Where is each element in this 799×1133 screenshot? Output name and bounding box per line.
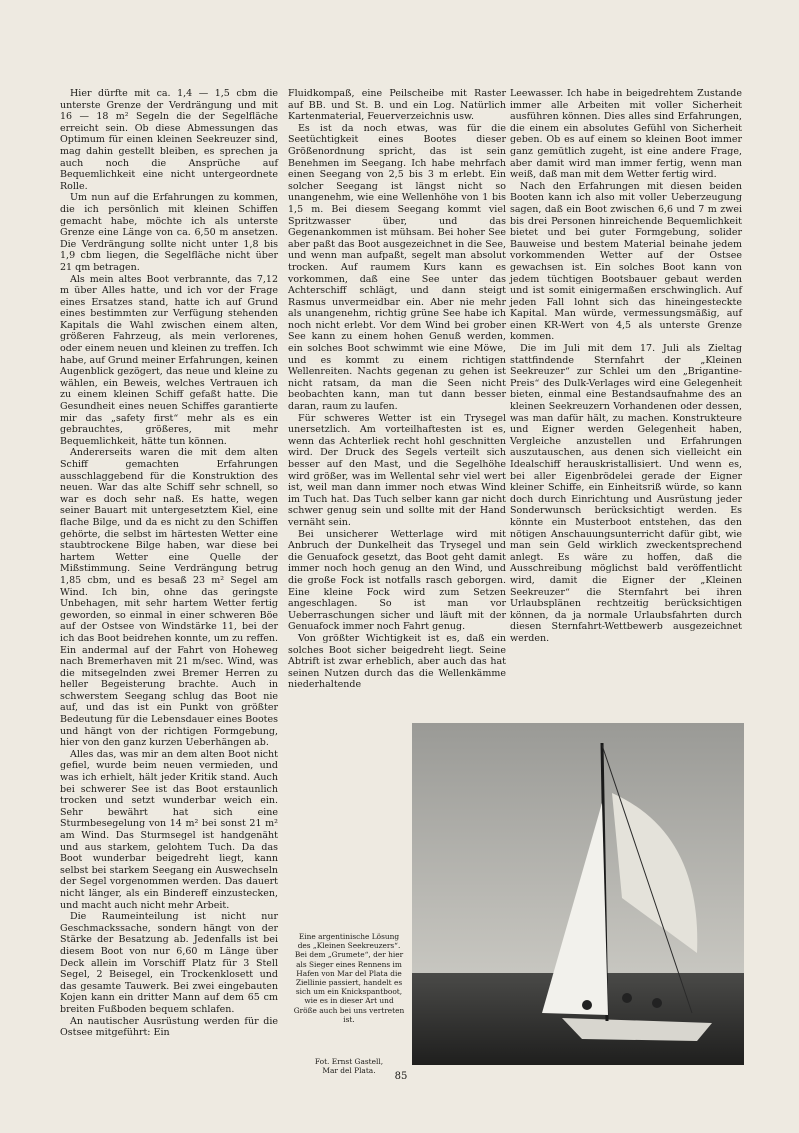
crew-member (622, 993, 632, 1003)
sailboat-photo (412, 723, 744, 1065)
photo-credit: Fot. Ernst Gastell, Mar del Plata. (314, 1057, 384, 1076)
paragraph: Hier dürfte mit ca. 1,4 — 1,5 cbm die unterste Grenze der Verdrängung und mit 16 — 18 m² Segeln die der Segelfläche erreicht sein. Ob diese Abmessungen das Optimum für einen kleinen Seekreuzer sind, mag dahin gestellt bleiben, es sprechen ja auch noch die Ansprüche auf Bequemlichkeit eine nicht untergeordnete Rolle. (60, 88, 278, 192)
crew-member (582, 1000, 592, 1010)
sailboat-illustration (412, 723, 744, 1065)
paragraph: Als mein altes Boot verbrannte, das 7,12 m über Alles hatte, und ich vor der Frage eines Ersatzes stand, hatte ich auf Grund eines bestimmten zur Verfügung stehenden Kapitals die Wahl zwischen einem alten, größeren Fahrzeug, als mein verlorenes, oder einem neuen und kleinen zu treffen. Ich habe, auf Grund meiner Erfahrungen, keinen Augenblick gezögert, das neue und kleine zu wählen, ein Beweis, welches Vertrauen ich zu einem kleinen Schiff gefaßt hatte. Die Gesundheit eines neuen Schiffes garantierte mir das „safety first“ mehr als es ein gebrauchtes, größeres, mit mehr Bequemlichkeit, hätte tun können. (60, 273, 278, 447)
paragraph: Es ist da noch etwas, was für die Seetüchtigkeit eines Bootes dieser Größenordnung spricht, das ist sein Benehmen im Seegang. Ich habe mehrfach einen Seegang von 2,5 bis 3 m erlebt. Ein solcher Seegang ist längst nicht so unangenehm, wie eine Wellenhöhe von 1 bis 1,5 m. Bei diesem Seegang kommt viel Spritzwasser über, und das Gegenankommen ist mühsam. Bei hoher See aber paßt das Boot ausgezeichnet in die See, und wenn man aufpaßt, segelt man absolut trocken. Auf raumem Kurs kann es vorkommen, daß eine See unter das Achterschiff schlägt, und dann steigt Rasmus unvermeidbar ein. Aber nie mehr als unangenehm, richtig grüne See habe ich noch nicht erlebt. Vor dem Wind bei grober See kann zu einem hohen Genuß werden, ein solches Boot schwimmt wie eine Möwe, und es kommt zu einem richtigen Wellenreiten. Nachts gegenan zu gehen ist nicht ratsam, da man die Seen nicht beobachten kann, man tut dann besser daran, raum zu laufen. (288, 122, 506, 413)
paragraph: Bei unsicherer Wetterlage wird mit Anbruch der Dunkelheit das Trysegel und die Genuafock gesetzt, das Boot geht damit immer noch hoch genug an den Wind, und die große Fock ist notfalls rasch geborgen. Eine kleine Fock wird zum Setzen angeschlagen. So ist man vor Ueberraschungen sicher und läuft mit der Genuafock immer noch Fahrt genug. (288, 528, 506, 633)
photo-caption: Eine argentinische Lösung des „Kleinen Seekreuzers“. Bei dem „Grumete“, der hier als Sieger eines Rennens im Hafen von Mar del Plata die Ziellinie passiert, handelt es sich um ein Knickspantboot, wie es in dieser Art und Größe auch bei uns vertreten ist. (293, 932, 405, 1024)
paragraph: Andererseits waren die mit dem alten Schiff gemachten Erfahrungen ausschlaggebend für die Konstruktion des neuen. War das alte Schiff sehr schnell, so war es doch sehr naß. Es hatte, wegen seiner Bauart mit untergesetztem Kiel, eine flache Bilge, und da es nicht zu den Schiffen gehörte, die selbst im härtesten Wetter eine staubtrockene Bilge haben, war diese bei hartem Wetter eine Quelle der Mißstimmung. Seine Verdrängung betrug 1,85 cbm, und es besaß 23 m² Segel am Wind. Ich bin, ohne das geringste Unbehagen, mit sehr hartem Wetter fertig geworden, so einmal in einer schweren Böe auf der Ostsee von Windstärke 11, bei der ich das Boot beidrehen konnte, um zu reffen. Ein andermal auf der Fahrt von Hoheweg nach Bremerhaven mit 21 m/sec. Wind, was die mitsegelnden zwei Bremer Herren zu heller Begeisterung brachte. Auch in schwerstem Seegang schlug das Boot nie auf, und das ist ein Punkt von größter Bedeutung für die Lebensdauer eines Bootes und hängt von der richtigen Formgebung, hier von den ganz kurzen Ueberhängen ab. (60, 447, 278, 749)
paragraph: Die im Juli mit dem 17. Juli als Zieltag stattfindende Sternfahrt der „Kleinen Seekreuzer“ zur Schlei um den „Brigantine-Preis“ des Dulk-Verlages wird eine Gelegenheit bieten, einmal eine Bestandsaufnahme des an kleinen Seekreuzern Vorhandenen oder dessen, was man dafür hält, zu machen. Konstrukteure und Eigner werden Gelegenheit haben, Vergleiche anzustellen und Erfahrungen auszutauschen, aus denen sich vielleicht ein Idealschiff herauskristallisiert. Und wenn es, bei aller Eigenbrödelei gerade der Eigner kleiner Schiffe, ein Einheitsriß würde, so kann doch durch Einrichtung und Ausrüstung jeder Sonderwunsch berücksichtigt werden. Es könnte ein Musterboot entstehen, das den nötigen Anschauungsunterricht dafür gibt, wie man sein Geld wirklich zweckentsprechend anlegt. Es wäre zu hoffen, daß die Ausschreibung möglichst bald veröffentlicht wird, damit die Eigner der „Kleinen Seekreuzer“ die Sternfahrt bei ihren Urlaubsplänen rechtzeitig berücksichtigen können, da ja normale Urlaubsfahrten durch diesen Sternfahrt-Wettbewerb ausgezeichnet werden. (510, 343, 742, 644)
paragraph: Fluidkompaß, eine Peilscheibe mit Raster auf BB. und St. B. und ein Log. Natürlich Kartenmaterial, Feuerverzeichnis usw. (288, 88, 506, 123)
text-column-2 (288, 88, 506, 691)
paragraph: Die Raumeinteilung ist nicht nur Geschmackssache, sondern hängt von der Stärke der Besatzung ab. Jedenfalls ist bei diesem Boot von nur 6,60 m Länge über Deck allein im Vorschiff Platz für 3 Stell Segel, 2 Beisegel, ein Trockenklosett und das gesamte Tauwerk. Bei zwei eingebauten Kojen kann ein dritter Mann auf dem 65 cm breiten Fußboden bequem schlafen. (60, 911, 278, 1015)
page-number: 85 (394, 1071, 408, 1082)
paragraph: Nach den Erfahrungen mit diesen beiden Booten kann ich also mit voller Ueberzeugung sagen, daß ein Boot zwischen 6,6 und 7 m zwei bis drei Personen hinreichende Bequemlichkeit bietet und bei guter Formgebung, solider Bauweise und bestem Material beinahe jedem vorkommenden Wetter auf der Ostsee gewachsen ist. Ein solches Boot kann von jedem tüchtigen Bootsbauer gebaut werden und ist somit einigermaßen erschwinglich. Auf jeden Fall lohnt sich das hineingesteckte Kapital. Man würde, vermessungsmäßig, auf einen KR-Wert von 4,5 als unterste Grenze kommen. (510, 180, 742, 343)
paragraph: Für schweres Wetter ist ein Trysegel unersetzlich. Am vorteilhaftesten ist es, wenn das Achterliek recht hohl geschnitten wird. Der Druck des Segels verteilt sich besser auf den Mast, und die Segelhöhe wird größer, was im Wellental sehr viel wert ist, weil man dann immer noch etwas Wind im Tuch hat. Das Tuch selber kann gar nicht schwer genug sein und sollte mit der Hand vernäht sein. (288, 412, 506, 528)
paragraph: Alles das, was mir an dem alten Boot nicht gefiel, wurde beim neuen vermieden, und was ich erhielt, hält jeder Kritik stand. Auch bei schwerer See ist das Boot erstaunlich trocken und setzt wunderbar weich ein. Sehr bewährt hat sich eine Sturmbesegelung von 14 m² bei sonst 21 m² am Wind. Das Sturmsegel ist handgenäht und aus starkem, gelohtem Tuch. Da das Boot wunderbar beigedreht liegt, kann selbst bei starkem Seegang ein Auswechseln der Segel vorgenommen werden. Das dauert nicht länger, als ein Bindereff einzustecken, und macht auch nicht mehr Arbeit. (60, 748, 278, 911)
text-column-3 (510, 88, 742, 645)
paragraph: Von größter Wichtigkeit ist es, daß ein solches Boot sicher beigedreht liegt. Seine Abtrift ist zwar erheblich, aber auch das hat seinen Nutzen durch das die Wellenkämme niederhaltende (288, 632, 506, 691)
text-column-1 (60, 88, 278, 1039)
paragraph: An nautischer Ausrüstung werden für die Ostsee mitgeführt: Ein (60, 1015, 278, 1039)
paragraph: Leewasser. Ich habe in beigedrehtem Zustande immer alle Arbeiten mit voller Sicherheit ausführen können. Dies alles sind Erfahrungen, die einem ein absolutes Gefühl von Sicherheit geben. Ob es auf einem so kleinen Boot immer ganz gemütlich zugeht, ist eine andere Frage, aber damit wird man immer fertig, wenn man weiß, daß man mit dem Wetter fertig wird. (510, 88, 742, 181)
crew-member (652, 998, 662, 1008)
paragraph: Um nun auf die Erfahrungen zu kommen, die ich persönlich mit kleinen Schiffen gemacht habe, möchte ich als unterste Grenze eine Länge von ca. 6,50 m ansetzen. Die Verdrängung sollte nicht unter 1,8 bis 1,9 cbm liegen, die Segelfläche nicht über 21 qm betragen. (60, 192, 278, 273)
